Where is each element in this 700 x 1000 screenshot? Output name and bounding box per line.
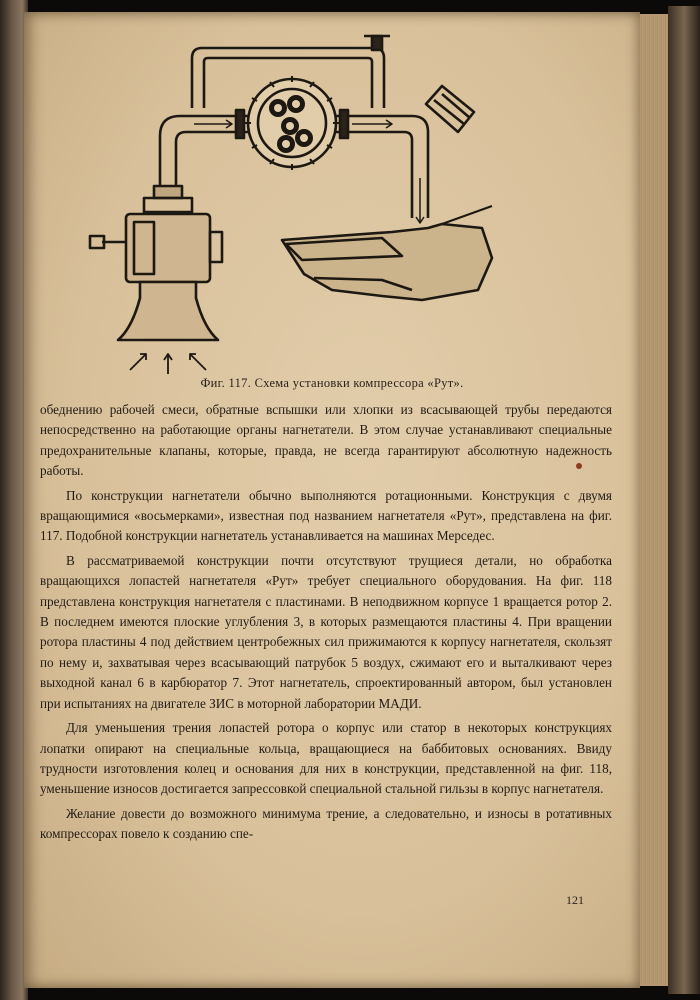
figure-117-compressor-diagram <box>82 28 502 378</box>
paragraph-2: По конструкции нагнетатели обычно выполняются ротационными. Конструкция с двумя вращающимися «восьмерками», известная под названием нагнетателя «Рут», представлена на фиг. 117. Подобной конструкции нагнетатель устанавливается на машинах Мерседес. <box>40 487 612 544</box>
paragraph-1: обеднению рабочей смеси, обратные вспышки или хлопки из всасывающей трубы передаются непосредственно на работающие органы нагнетатели. В этом случае устанавливают специальные предохранительные клапаны, которые, правда, не всегда гарантируют абсолютную надежность работы. <box>40 402 612 479</box>
ink-stain <box>576 463 582 469</box>
figure-caption: Фиг. 117. Схема установки компрессора «Рут». <box>200 376 464 390</box>
paragraph-5: Желание довести до возможного минимума трение, а следовательно, и износы в ротативных компрессорах повело к созданию спе- <box>40 805 612 842</box>
page-stack-edge <box>640 14 668 986</box>
paragraph-3: В рассматриваемой конструкции почти отсутствуют трущиеся детали, но обработка вращающихся лопастей нагнетателя «Рут» требует специального оборудования. На фиг. 118 представлена конструкция нагнетателя с пластинами. В неподвижном корпусе 1 вращается ротор 2. В последнем имеются плоские углубления 3, в которых размещаются пластины 4. При вращении ротора пластины 4 под действием центробежных сил прижимаются к корпусу нагнетателя, скользят по нему и, захватывая через всасывающий патрубок 5 воздух, сжимают его и выталкивают через выходной канал 6 в карбюратор 7. Этот нагнетатель, спроектированный автором, был установлен при испытаниях на двигателе ЗИС в моторной лаборатории МАДИ. <box>40 552 612 711</box>
paragraph-4: Для уменьшения трения лопастей ротора о корпус или статор в некоторых конструкциях лопатки опирают на специальные кольца, вращающиеся на баббитовых основаниях. Ввиду трудности изготовления колец и основания для них в конструкции, представленной на фиг. 118, уменьшение износов достигается запрессовкой специальной стальной гильзы в корпус нагнетателя. <box>40 720 612 797</box>
body-text <box>40 400 612 845</box>
book-cover-edge <box>668 6 700 994</box>
page-number: 121 <box>566 893 584 907</box>
